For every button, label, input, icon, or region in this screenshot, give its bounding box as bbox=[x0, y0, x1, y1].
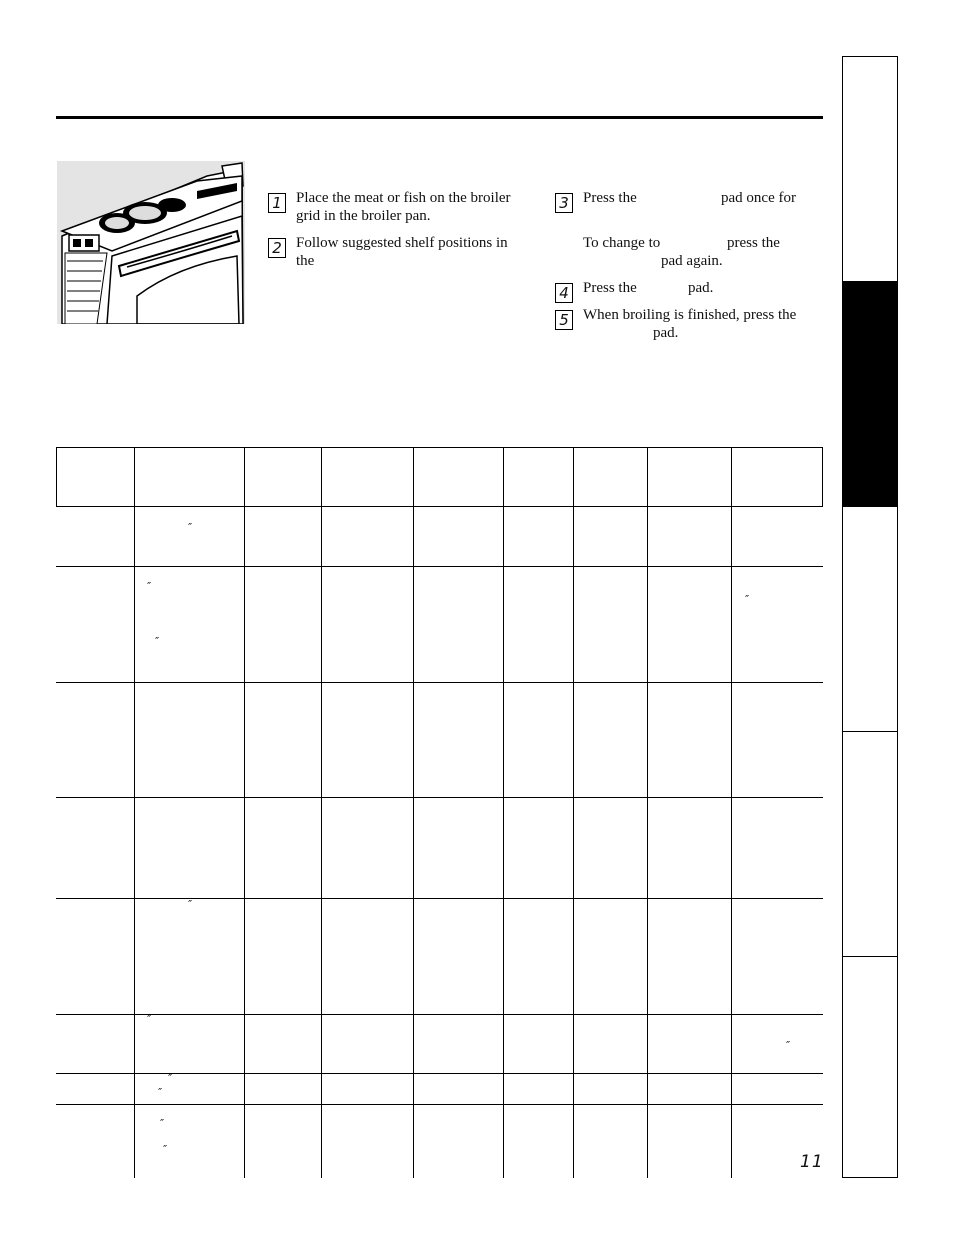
section-tab-4[interactable] bbox=[843, 732, 897, 957]
step-2-line-2: the bbox=[296, 253, 315, 269]
step-2-line-1: Follow suggested shelf positions in bbox=[296, 235, 508, 251]
page-number: 11 bbox=[800, 1152, 824, 1172]
table-row-sep-5 bbox=[56, 898, 823, 899]
step-4-line-a: Press the bbox=[583, 280, 637, 296]
step-5-line-2: pad. bbox=[653, 325, 679, 341]
inch-mark: ″ bbox=[188, 898, 193, 911]
inch-mark: ″ bbox=[786, 1039, 791, 1052]
step-3-change-pad: pad again. bbox=[661, 253, 723, 269]
step-4-number: 4 bbox=[555, 283, 573, 303]
table-col-sep-1 bbox=[134, 447, 135, 1178]
table-row-sep-1 bbox=[56, 506, 823, 507]
step-3-number: 3 bbox=[555, 193, 573, 213]
table-col-sep-3 bbox=[321, 447, 322, 1178]
oven-broiler-illustration bbox=[57, 161, 245, 324]
inch-mark: ″ bbox=[168, 1072, 173, 1085]
table-col-sep-7 bbox=[647, 447, 648, 1178]
table-col-sep-8 bbox=[731, 447, 732, 1178]
table-col-sep-5 bbox=[503, 447, 504, 1178]
table-row-sep-4 bbox=[56, 797, 823, 798]
section-tab-5 bbox=[843, 957, 897, 1179]
step-2-number: 2 bbox=[268, 238, 286, 258]
section-tab-1[interactable] bbox=[843, 57, 897, 282]
table-left-border bbox=[56, 447, 57, 506]
inch-mark: ″ bbox=[188, 521, 193, 534]
table-row-sep-3 bbox=[56, 682, 823, 683]
section-tabs bbox=[842, 56, 898, 1178]
table-row-sep-6 bbox=[56, 1014, 823, 1015]
inch-mark: ″ bbox=[155, 635, 160, 648]
step-3-change-press: press the bbox=[727, 235, 780, 251]
table-row-sep-8 bbox=[56, 1104, 823, 1105]
step-3-line-1a: Press the bbox=[583, 190, 637, 206]
table-right-border bbox=[822, 447, 823, 506]
inch-mark: ″ bbox=[147, 1013, 152, 1026]
step-3-line-1b: pad once for bbox=[721, 190, 796, 206]
table-top-border bbox=[56, 447, 823, 448]
step-1-line-1: Place the meat or fish on the broiler bbox=[296, 190, 511, 206]
inch-mark: ″ bbox=[163, 1143, 168, 1156]
inch-mark: ″ bbox=[745, 593, 750, 606]
section-tab-2-active[interactable] bbox=[843, 282, 897, 507]
table-row-sep-2 bbox=[56, 566, 823, 567]
table-col-sep-4 bbox=[413, 447, 414, 1178]
step-5-number: 5 bbox=[555, 310, 573, 330]
inch-mark: ″ bbox=[160, 1117, 165, 1130]
section-tab-3[interactable] bbox=[843, 507, 897, 732]
step-5-line-1: When broiling is finished, press the bbox=[583, 307, 797, 323]
table-col-sep-6 bbox=[573, 447, 574, 1178]
header-rule bbox=[56, 116, 823, 119]
broiling-guide-table bbox=[56, 447, 823, 1178]
step-3-change-text: To change to bbox=[583, 235, 661, 251]
inch-mark: ″ bbox=[147, 580, 152, 593]
step-4-line-b: pad. bbox=[688, 280, 714, 296]
inch-mark: ″ bbox=[158, 1086, 163, 1099]
step-1-line-2: grid in the broiler pan. bbox=[296, 208, 431, 224]
table-col-sep-2 bbox=[244, 447, 245, 1178]
step-1-number: 1 bbox=[268, 193, 286, 213]
